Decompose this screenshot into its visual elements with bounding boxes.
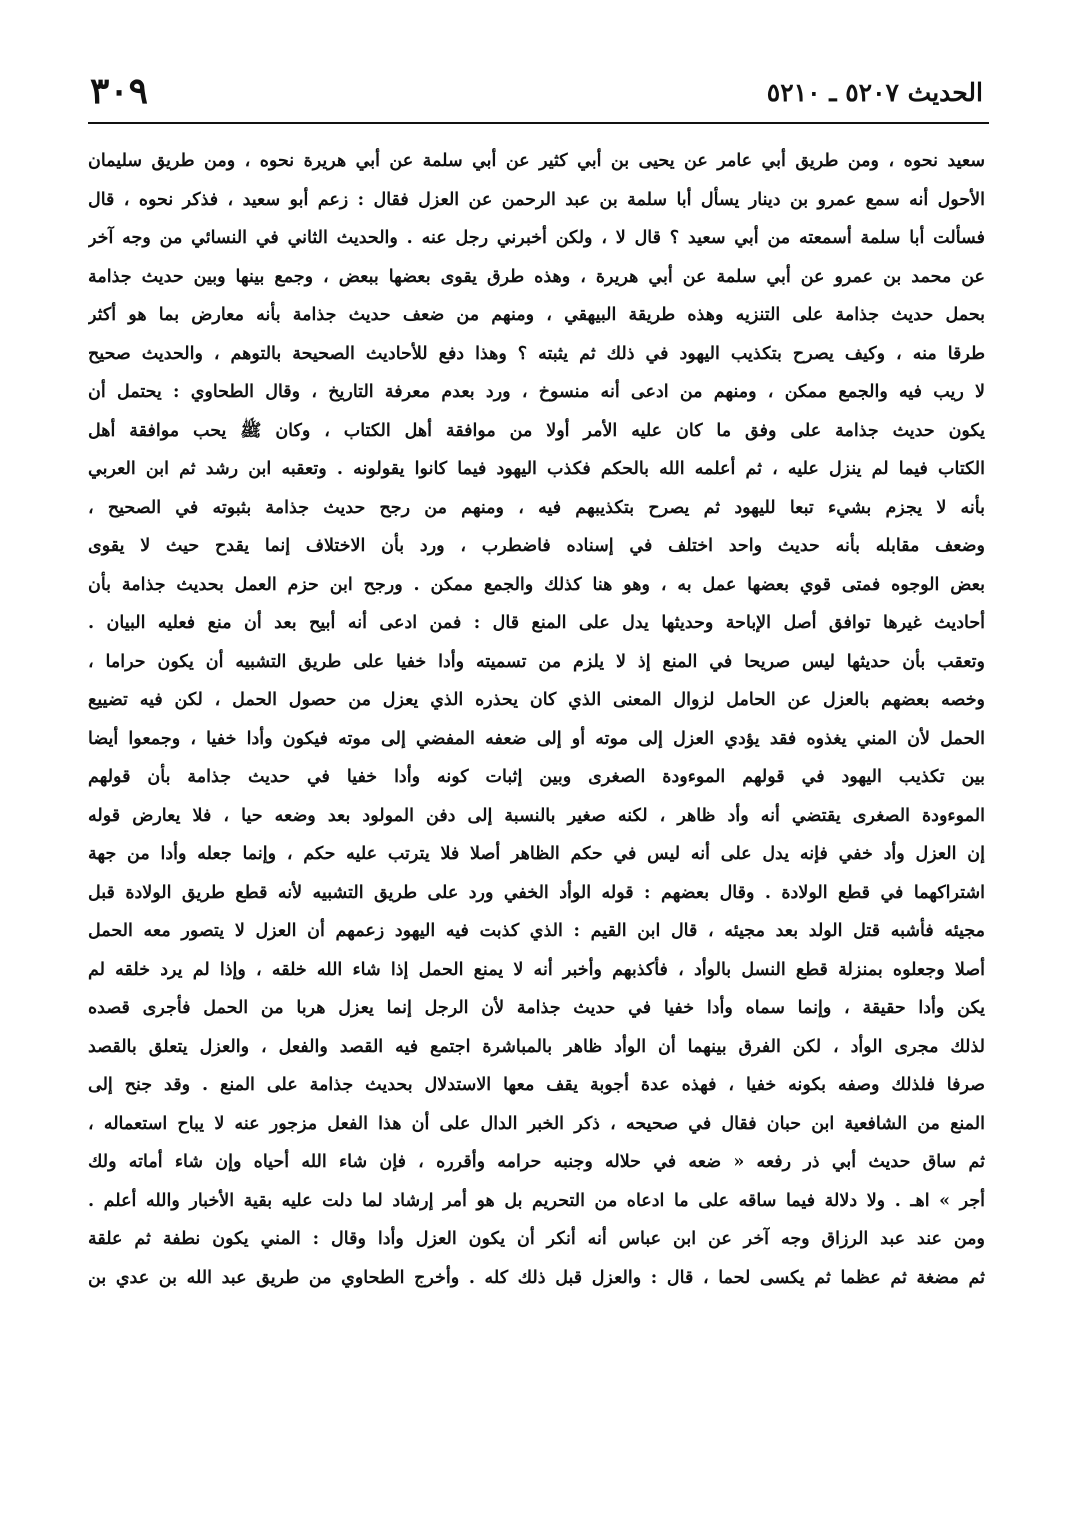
text-line: طرقا منه ، وكيف يصرح بتكذيب اليهود في ذلك ثم يثبته ؟ وهذا دفع للأحاديث الصحيحة بالتوهم ، والحديث صحيح (88, 343, 985, 364)
text-line: ومن عند عبد الرزاق وجه آخر عن ابن عباس أنه أنكر أن يكون العزل وأدا وقال : المني يكون نطفة ثم علقة (88, 1229, 985, 1249)
text-line: يكون حديث جذامة على وفق ما كان عليه الأمر أولا من موافقة أهل الكتاب ، وكان ﷺ يحب موافقة أهل (88, 420, 985, 441)
text-line: أحاديث غيرها توافق أصل الإباحة وحديثها يدل على المنع قال : فمن ادعى أنه أبيح بعد أن منع فعليه البيان . (88, 613, 985, 633)
text-line: بأنه لا يجزم بشيء تبعا لليهود ثم يصرح بتكذيبهم فيه ، ومنهم من رجح حديث جذامة بثبوته في الصحيح ، (88, 497, 985, 518)
text-line: المنع من الشافعية ابن حبان فقال في صحيحه ، ذكر الخبر الدال على أن هذا الفعل مزجور عنه لا يباح استعماله ، (88, 1113, 985, 1134)
text-line: الموءودة الصغرى يقتضي أنه وأد ظاهر ، لكنه صغير بالنسبة إلى دفن المولود بعد وضعه حيا ، فلا يعارض قوله (88, 805, 985, 826)
text-line: فسألت أبا سلمة أسمعته من أبي سعيد ؟ قال لا ، ولكن أخبرني رجل عنه . والحديث الثاني في النسائي من وجه آخر (88, 228, 985, 248)
text-line: بحمل حديث جذامة على التنزيه وهذه طريقة البيهقي ، ومنهم من ضعف حديث جذامة بأنه معارض بما هو أكثر (88, 305, 985, 325)
text-line: ثم مضغة ثم عظما ثم يكسى لحما ، قال : والعزل قبل ذلك كله . وأخرج الطحاوي من طريق عبد الله بن عدي بن (88, 1267, 985, 1288)
text-line: صرفا فلذلك وصفه بكونه خفيا ، فهذه عدة أجوبة يقف معها الاستدلال بحديث جذامة على المنع . وقد جنح إلى (88, 1075, 985, 1095)
text-line: وضعف مقابله بأنه حديث واحد اختلف في إسناده فاضطرب ، ورد بأن الاختلاف إنما يقدح حيث لا يقوى (88, 536, 985, 556)
text-line: يكن وأدا حقيقة ، وإنما سماه وأدا خفيا في حديث جذامة لأن الرجل إنما يعزل هربا من الحمل فأجرى قصده (88, 998, 985, 1018)
text-line: الأحول أنه سمع عمرو بن دينار يسأل أبا سلمة بن عبد الرحمن عن العزل فقال : زعم أبو سعيد ، فذكر نحوه ، قال (88, 189, 985, 210)
page-header (90, 70, 983, 118)
text-line: لذلك مجرى الوأد ، لكن الفرق بينهما أن الوأد ظاهر بالمباشرة اجتمع فيه القصد والفعل ، والعزل يتعلق بالقصد (88, 1036, 985, 1057)
text-line: الكتاب فيما لم ينزل عليه ، ثم أعلمه الله بالحكم فكذب اليهود فيما كانوا يقولونه . وتعقبه ابن رشد ثم ابن العربي (88, 459, 985, 479)
text-line: أصلا وجعلوه بمنزلة قطع النسل بالوأد ، فأكذبهم وأخبر أنه لا يمنع الحمل إذا شاء الله خلقه ، وإذا لم يرد خلقه لم (88, 959, 985, 980)
page-number: ٣٠٩ (90, 70, 149, 112)
body-text (88, 142, 985, 1297)
text-line: أجر » اهـ . ولا دلالة فيما ساقه على ما ادعاه من التحريم بل هو أمر إرشاد لما دلت عليه بقية الأخبار والله أعلم . (88, 1190, 985, 1211)
text-line: بين تكذيب اليهود في قولهم الموءودة الصغرى وبين إثبات كونه وأدا خفيا في حديث جذامة بأن قولهم (88, 767, 985, 787)
header-rule (88, 122, 989, 124)
text-line: لا ريب فيه والجمع ممكن ، ومنهم من ادعى أنه منسوخ ، ورد بعدم معرفة التاريخ ، وقال الطحاوي : يحتمل أن (88, 382, 985, 402)
text-line: وتعقب بأن حديثها ليس صريحا في المنع إذ لا يلزم من تسميته وأدا خفيا على طريق التشبيه أن يكون حراما ، (88, 651, 985, 672)
text-line: اشتراكهما في قطع الولادة . وقال بعضهم : قوله الوأد الخفي ورد على طريق التشبيه لأنه قطع طريق الولادة قبل (88, 882, 985, 903)
text-line: بعض الوجوه فمتى قوي بعضها عمل به ، وهو هنا كذلك والجمع ممكن . ورجح ابن حزم العمل بحديث جذامة بأن (88, 574, 985, 595)
text-line: مجيئه فأشبه قتل الولد بعد مجيئه ، قال ابن القيم : الذي كذبت فيه اليهود زعمهم أن العزل لا يتصور معه الحمل (88, 921, 985, 941)
text-line: وخصه بعضهم بالعزل عن الحامل لزوال المعنى الذي كان يحذره الذي يعزل من حصول الحمل ، لكن فيه تضييع (88, 690, 985, 710)
text-line: إن العزل وأد خفي فإنه يدل على أنه ليس في حكم الظاهر أصلا فلا يترتب عليه حكم ، وإنما جعله وأدا من جهة (88, 844, 985, 864)
running-title: الحديث ٥٢٠٧ ـ ٥٢١٠ (766, 78, 983, 107)
text-line: سعيد نحوه ، ومن طريق أبي عامر عن يحيى بن أبي كثير عن أبي سلمة عن أبي هريرة نحوه ، ومن طريق سليمان (88, 151, 985, 171)
text-line: عن محمد بن عمرو عن أبي سلمة عن أبي هريرة ، وهذه طرق يقوى بعضها ببعض ، وجمع بينها وبين حديث جذامة (88, 266, 985, 287)
text-line: الحمل لأن المني يغذوه فقد يؤدي العزل إلى موته أو إلى ضعفه المفضي إلى موته فيكون وأدا خفيا ، وجمعوا أيضا (88, 728, 985, 749)
text-line: ثم ساق حديث أبي ذر رفعه « ضعه في حلاله وجنبه حرامه وأقرره ، فإن شاء الله أحياه وإن شاء أماته ولك (88, 1152, 985, 1172)
